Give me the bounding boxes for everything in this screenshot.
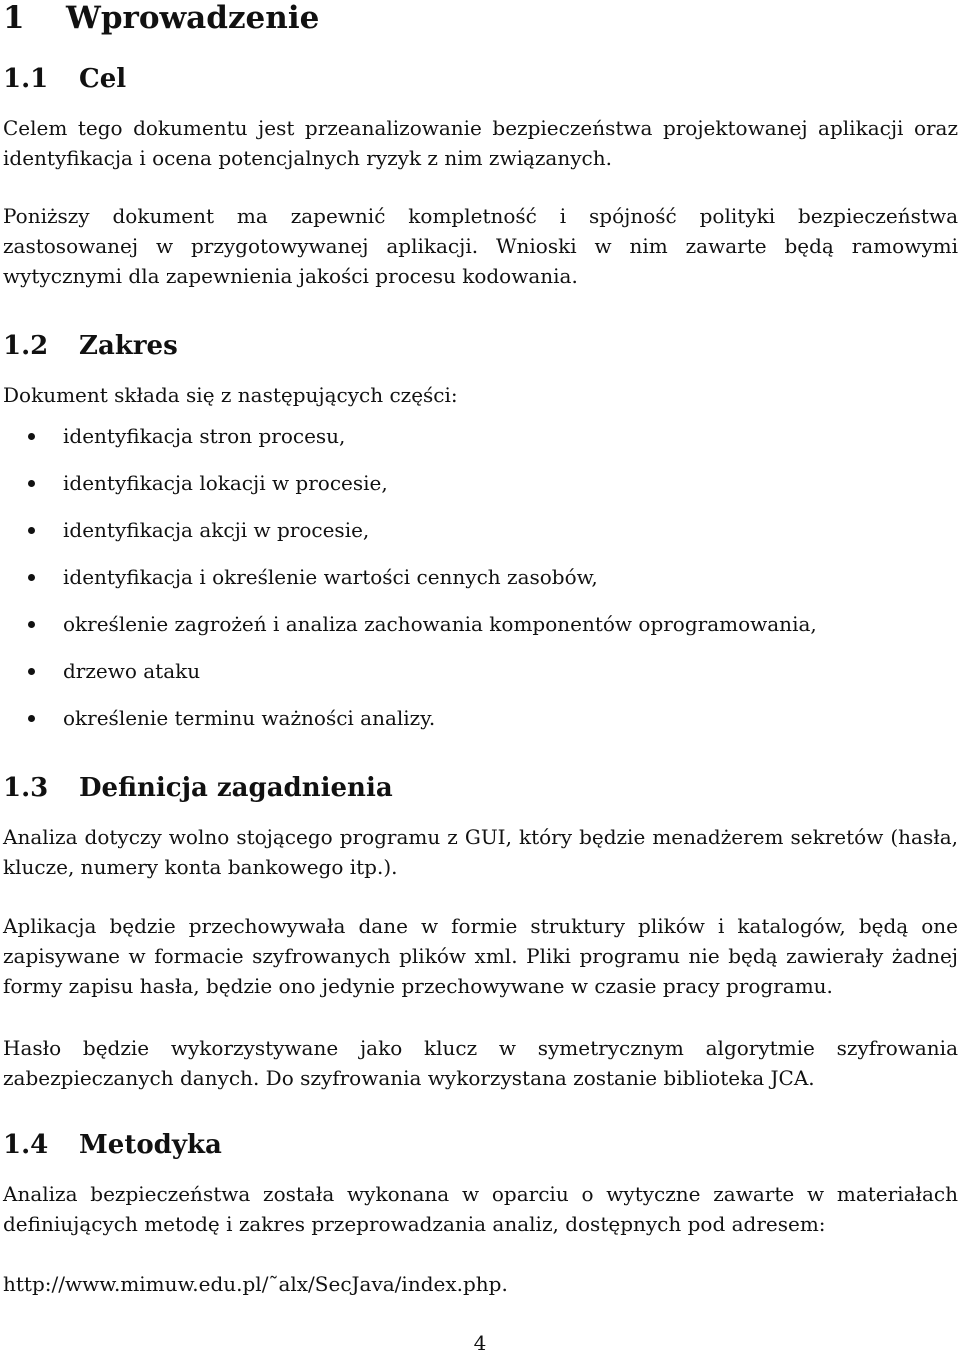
bullet-icon bbox=[28, 574, 35, 581]
list-item bbox=[3, 562, 958, 609]
bullet-icon bbox=[28, 527, 35, 534]
list-item bbox=[3, 468, 958, 515]
paragraph: Poniższy dokument ma zapewnić kompletność i spójność polityki bezpieczeństwa zastosowanej w przygotowywanej aplikacji. Wnioski w nim zawarte będą ramowymi wytycznymi dla zapewnienia jakości procesu kodowania. bbox=[3, 204, 958, 288]
subsection-number: 1.2 bbox=[3, 331, 49, 361]
bullet-icon bbox=[28, 715, 35, 722]
bullet-icon bbox=[28, 668, 35, 675]
section-title: Wprowadzenie bbox=[66, 0, 320, 36]
subsection-title: Definicja zagadnienia bbox=[79, 773, 393, 803]
list-item bbox=[3, 421, 958, 468]
section-heading bbox=[3, 0, 319, 36]
subsection-heading-definicja bbox=[3, 773, 393, 803]
list-item-text: drzewo ataku bbox=[63, 659, 201, 683]
list-item bbox=[3, 515, 958, 562]
list-item bbox=[3, 703, 958, 750]
list-item-text: określenie zagrożeń i analiza zachowania komponentów oprogramowania, bbox=[63, 612, 817, 636]
paragraph: Celem tego dokumentu jest przeanalizowanie bezpieczeństwa projektowanej aplikacji oraz identyfikacja i ocena potencjalnych ryzyk z nim związanych. bbox=[3, 116, 958, 170]
paragraph: Dokument składa się z następujących części: bbox=[3, 383, 458, 407]
subsection-title: Metodyka bbox=[79, 1130, 222, 1160]
bullet-icon bbox=[28, 621, 35, 628]
subsection-title: Cel bbox=[79, 64, 127, 94]
list-item-text: identyfikacja stron procesu, bbox=[63, 424, 346, 448]
subsection-number: 1.4 bbox=[3, 1130, 49, 1160]
subsection-heading-zakres bbox=[3, 331, 178, 361]
paragraph: Analiza bezpieczeństwa została wykonana w oparciu o wytyczne zawarte w materiałach definiujących metodę i zakres przeprowadzania analiz, dostępnych pod adresem: bbox=[3, 1182, 958, 1236]
bullet-icon bbox=[28, 433, 35, 440]
section-number: 1 bbox=[3, 0, 25, 36]
list-item bbox=[3, 609, 958, 656]
bullet-icon bbox=[28, 480, 35, 487]
subsection-number: 1.3 bbox=[3, 773, 49, 803]
subsection-heading-metodyka bbox=[3, 1130, 222, 1160]
subsection-title: Zakres bbox=[79, 331, 178, 361]
paragraph: Aplikacja będzie przechowywała dane w formie struktury plików i katalogów, będą one zapisywane w formacie szyfrowanych plików xml. Pliki programu nie będą zawierały żadnej formy zapisu hasła, będzie ono jedynie przechowywane w czasie pracy programu. bbox=[3, 914, 958, 998]
scope-list bbox=[3, 421, 958, 750]
subsection-heading-cel bbox=[3, 64, 126, 94]
subsection-number: 1.1 bbox=[3, 64, 49, 94]
list-item-text: identyfikacja akcji w procesie, bbox=[63, 518, 370, 542]
page-number: 4 bbox=[473, 1331, 487, 1355]
paragraph: Hasło będzie wykorzystywane jako klucz w symetrycznym algorytmie szyfrowania zabezpieczanych danych. Do szyfrowania wykorzystana zostanie biblioteka JCA. bbox=[3, 1036, 958, 1090]
list-item-text: identyfikacja i określenie wartości cennych zasobów, bbox=[63, 565, 598, 589]
list-item bbox=[3, 656, 958, 703]
paragraph: Analiza dotyczy wolno stojącego programu z GUI, który będzie menadżerem sekretów (hasła, klucze, numery konta bankowego itp.). bbox=[3, 825, 958, 879]
list-item-text: identyfikacja lokacji w procesie, bbox=[63, 471, 388, 495]
list-item-text: określenie terminu ważności analizy. bbox=[63, 706, 436, 730]
reference-url[interactable]: http://www.mimuw.edu.pl/˜alx/SecJava/index.php. bbox=[3, 1272, 508, 1296]
